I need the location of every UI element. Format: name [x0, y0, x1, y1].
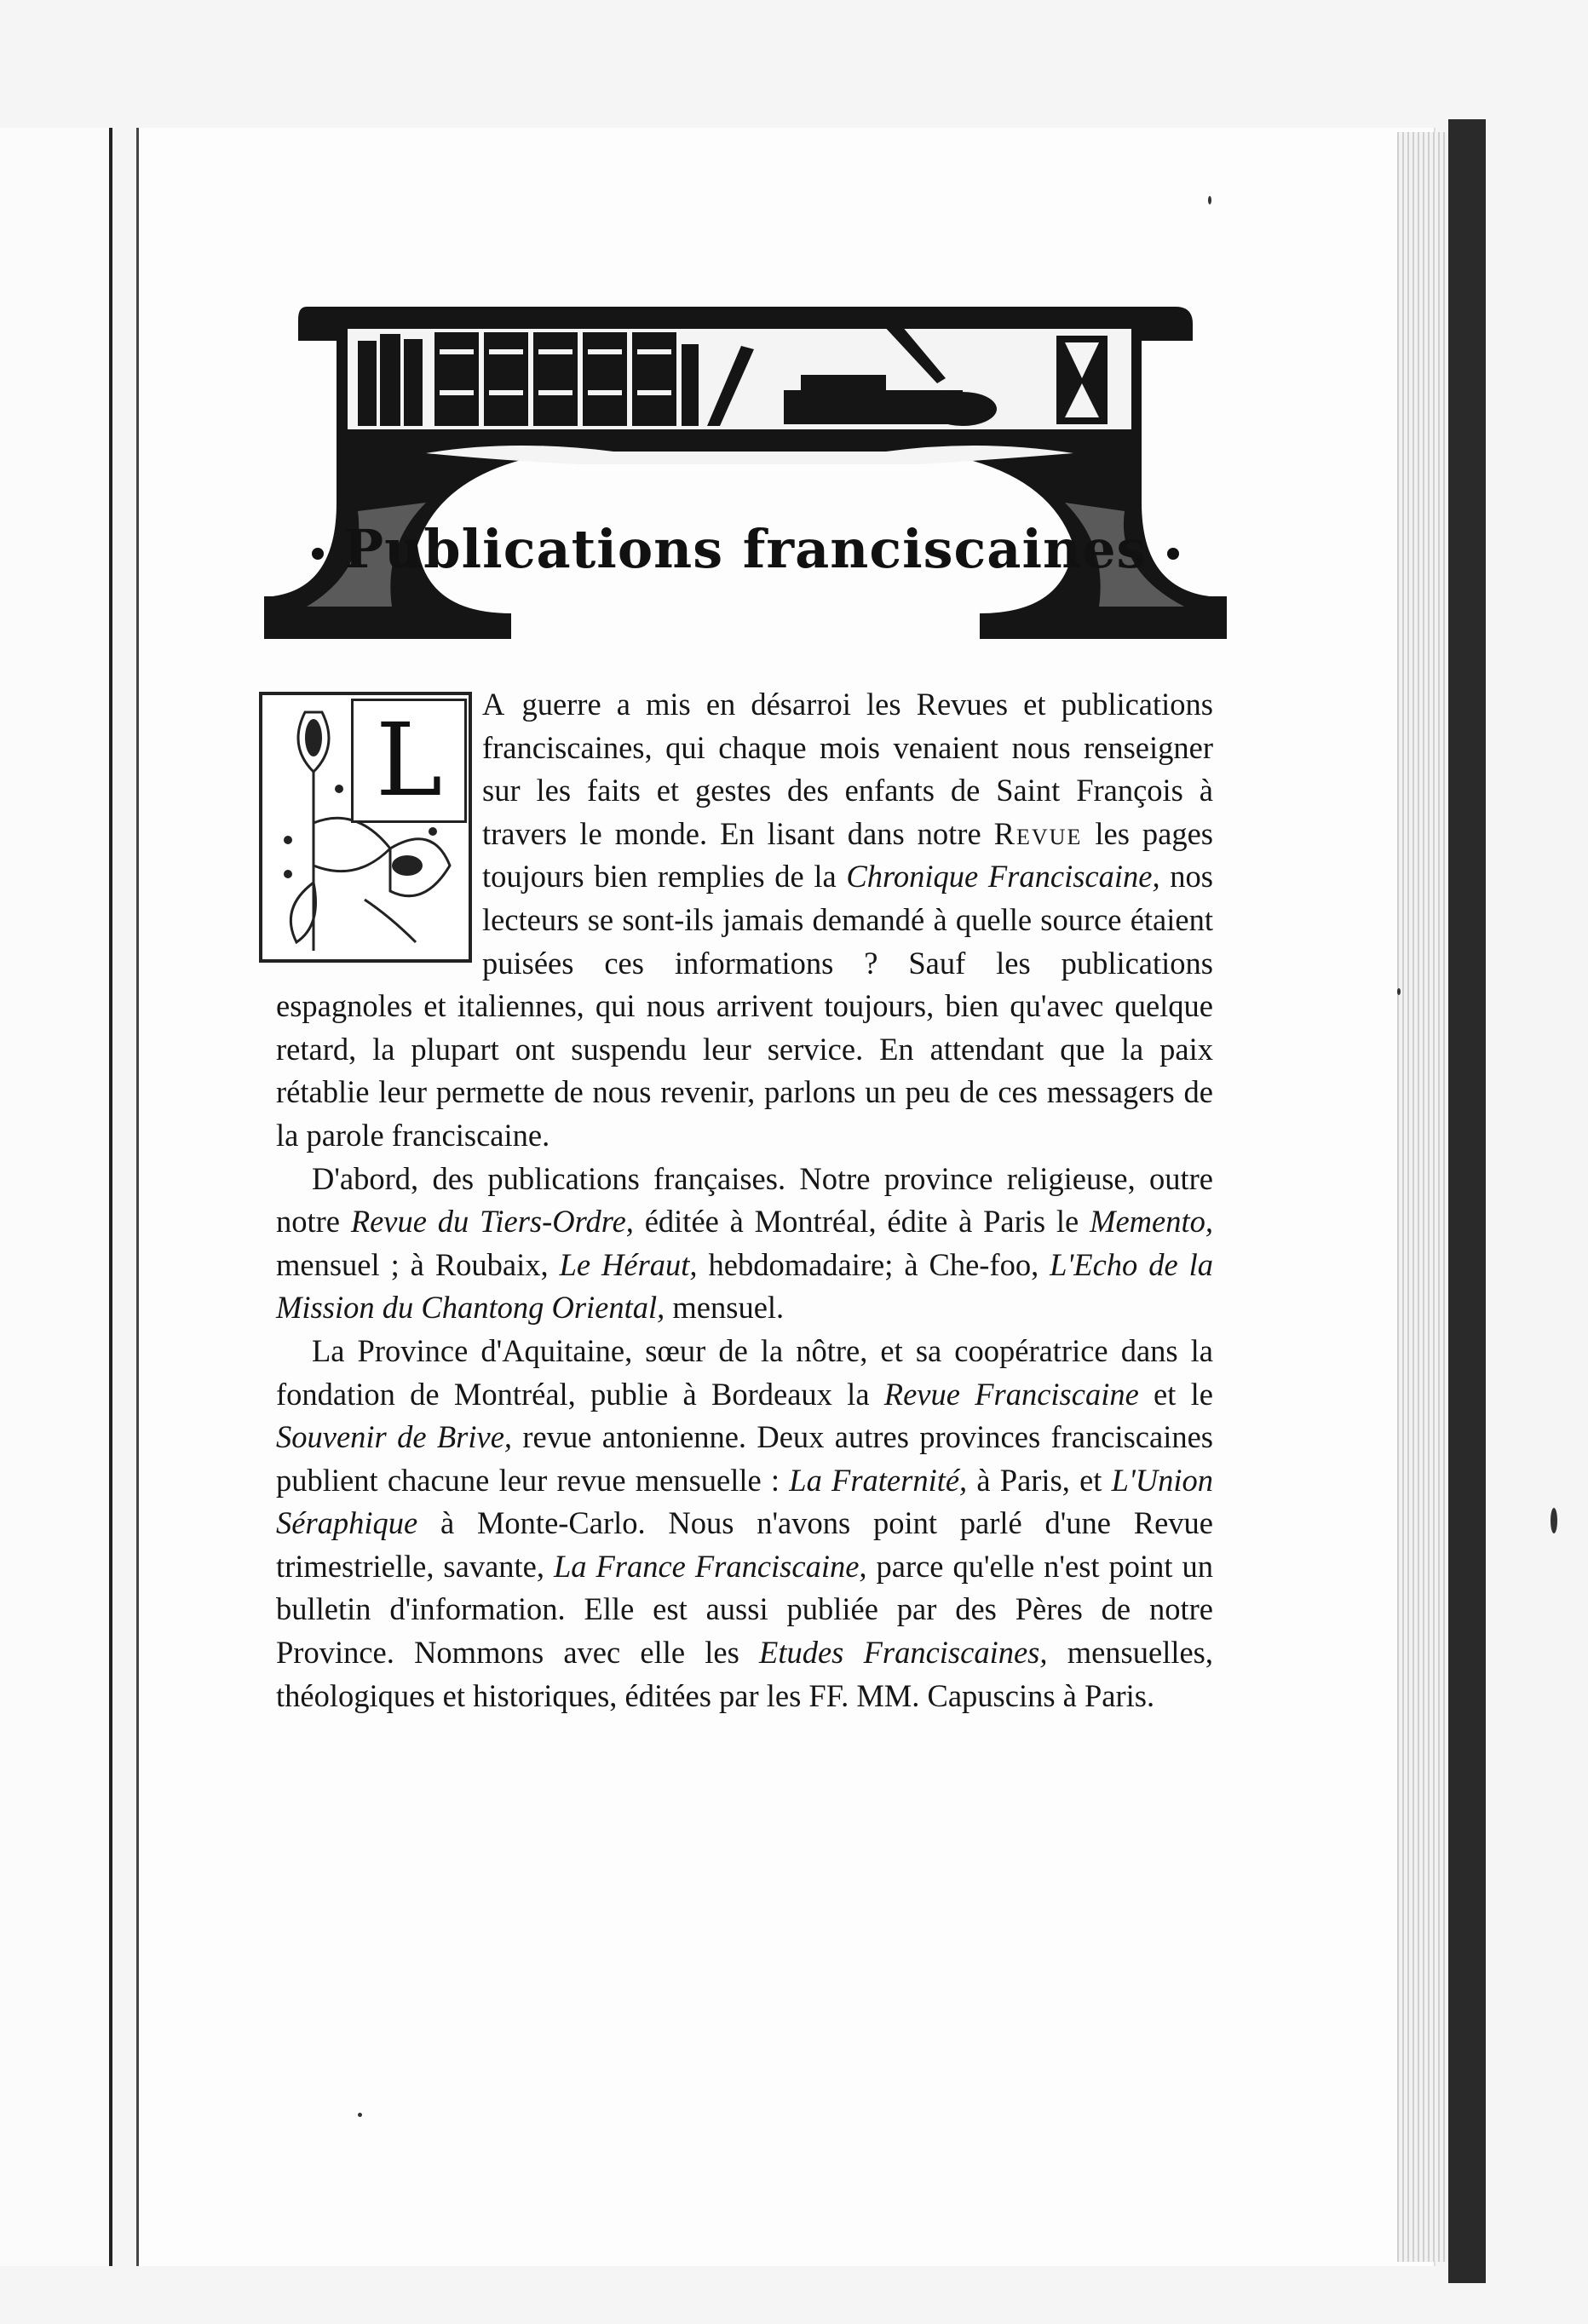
scan-speck [1397, 988, 1401, 995]
scanner-border [1448, 119, 1486, 2283]
text-run: revue antonienne. Deux autres provinces franciscaines publient chacune leur revue mensuelle : [276, 1419, 1213, 1498]
italic-title: La France Franciscaine, [553, 1548, 867, 1584]
scan-speck [358, 2113, 362, 2117]
italic-title: Le Héraut, [559, 1246, 698, 1282]
text-run: mensuel. [665, 1290, 785, 1326]
italic-title: Memento, [1090, 1204, 1214, 1240]
bullet-ornament-icon [312, 548, 324, 560]
scan-speck [1551, 1508, 1557, 1533]
italic-title: La Fraternité, [789, 1462, 968, 1498]
italic-title: L'Union Séraphique [276, 1462, 1213, 1541]
italic-title: Revue Franciscaine [883, 1376, 1139, 1412]
text-run: à Monte-Carlo. Nous n'avons point parlé d'une Revue trimestrielle, savante, [276, 1505, 1213, 1584]
paragraph-1 [276, 683, 1213, 1158]
italic-title: L'Echo de la Mission du Chantong Oriental, [276, 1246, 1214, 1326]
drop-cap-letter: L [351, 699, 467, 823]
text-run: à Paris, et [967, 1462, 1112, 1498]
revue-small-caps: Revue [993, 815, 1083, 851]
bookshelf-ornament-icon [256, 290, 1235, 647]
section-title-text: Publications franciscaines [343, 518, 1148, 580]
first-word-caps: A [482, 687, 507, 722]
italic-title: Chronique Franciscaine, [846, 859, 1160, 895]
text-run: mensuelles, théologiques et historiques, éditées par les FF. MM. Capuscins à Paris. [276, 1635, 1214, 1713]
bullet-ornament-icon [1167, 548, 1179, 560]
facing-page-edge [0, 128, 112, 2266]
italic-title: Souvenir de Brive, [276, 1419, 513, 1455]
text-run: nos lecteurs se sont-ils jamais demandé à quelle source étaient puisées ces informations ? Sauf les publications espagnoles et italiennes, qui nous arrivent toujours, bien qu'avec quelque retard, la plupart ont suspendu leur service. En attendant que la paix rétablie leur permette de nous revenir, parlons un peu de ces messagers de la parole franciscaine. [276, 859, 1213, 1153]
article-body [276, 683, 1213, 1717]
paragraph-2 [276, 1158, 1213, 1330]
text-run: guerre a mis en désarroi les Revues et publications franciscaines, qui chaque mois venaient nous renseigner sur les faits et gestes des enfants de Saint François à travers le monde. En lisant dans notre [482, 687, 1213, 851]
scan-speck [1208, 196, 1211, 204]
text-run: D'abord, des publications françaises. Notre province religieuse, outre notre [276, 1160, 1213, 1240]
text-run: hebdomadaire; à Che-foo, [697, 1246, 1050, 1282]
section-title [256, 518, 1235, 580]
header-ornament [256, 290, 1235, 647]
text-run: éditée à Montréal, édite à Paris le [633, 1204, 1090, 1240]
text-run: La Province d'Aquitaine, sœur de la nôtre, et sa coopératrice dans la fondation de Montréal, publie à Bordeaux la [276, 1332, 1213, 1412]
drop-cap-spacer [276, 683, 482, 980]
paragraph-3 [276, 1330, 1213, 1717]
italic-title: Revue du Tiers-Ordre, [350, 1204, 634, 1240]
text-run: et le [1138, 1376, 1213, 1412]
italic-title: Etudes Franciscaines, [759, 1635, 1048, 1671]
text-run: les pages toujours bien remplies de la [482, 815, 1214, 895]
text-run: mensuel ; à Roubaix, [276, 1246, 560, 1282]
text-run: parce qu'elle n'est point un bulletin d'information. Elle est aussi publiée par des Pères de notre Province. Nommons avec elle les [276, 1548, 1213, 1671]
page-stack-edges [1397, 132, 1448, 2262]
